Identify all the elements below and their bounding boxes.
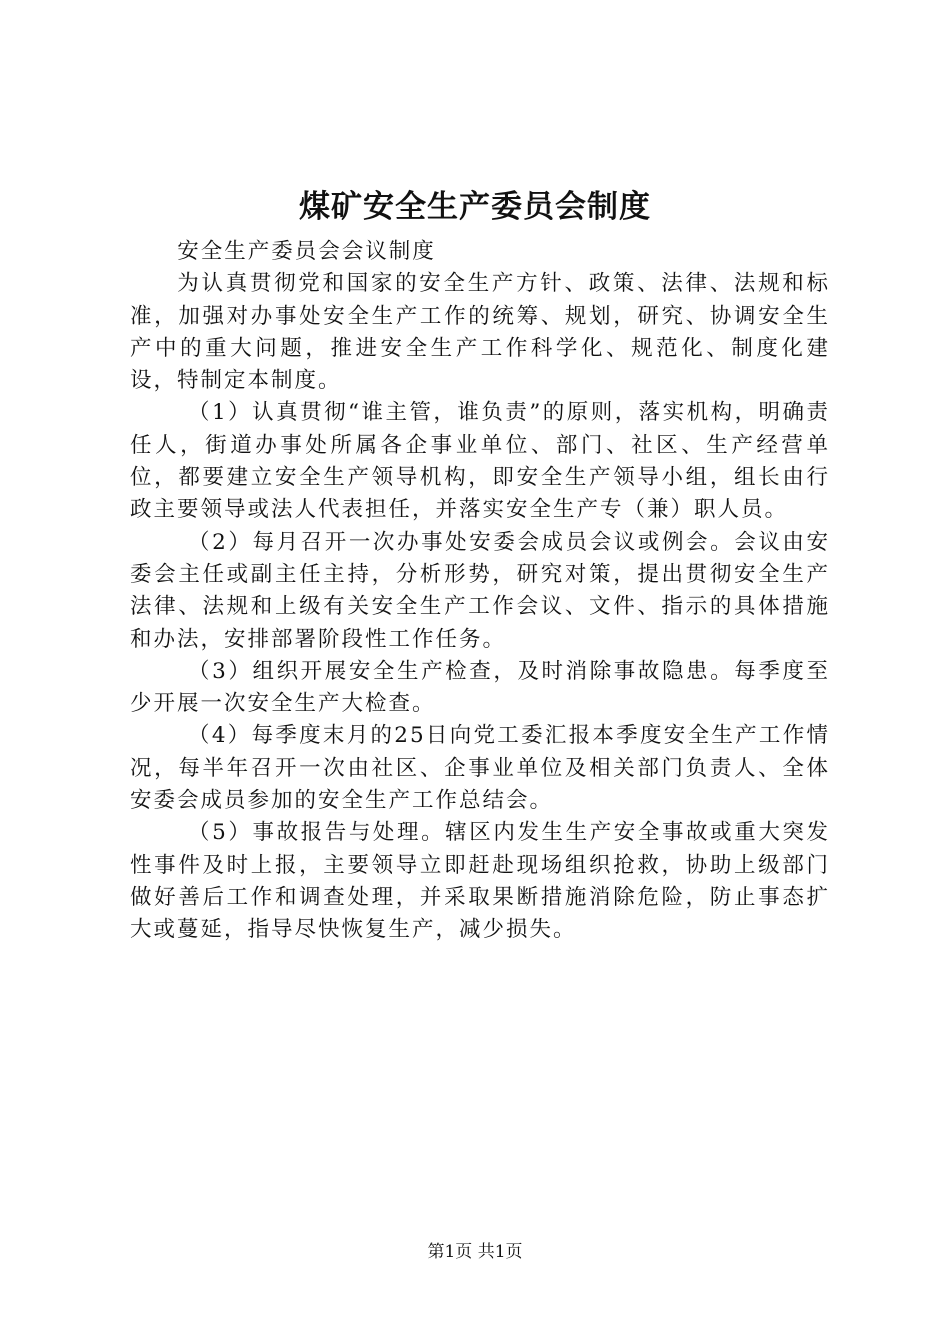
paragraph-item-1: （1）认真贯彻“谁主管，谁负责”的原则，落实机构，明确责任人，街道办事处所属各企事业单位、部门、社区、生产经营单位，都要建立安全生产领导机构，即安全生产领导小组，组长由行政主要领导或法人代表担任，并落实安全生产专（兼）职人员。 xyxy=(130,400,830,523)
paragraph-item-4: （4）每季度末月的25日向党工委汇报本季度安全生产工作情况，每半年召开一次由社区、企事业单位及相关部门负责人、全体安委会成员参加的安全生产工作总结会。 xyxy=(130,723,830,814)
paragraph-intro: 为认真贯彻党和国家的安全生产方针、政策、法律、法规和标准，加强对办事处安全生产工作的统筹、规划，研究、协调安全生产中的重大问题，推进安全生产工作科学化、规范化、制度化建设，特制定本制度。 xyxy=(130,271,830,394)
document-body xyxy=(130,236,830,947)
section-heading: 安全生产委员会会议制度 xyxy=(177,239,436,264)
paragraph-item-3: （3）组织开展安全生产检查，及时消除事故隐患。每季度至少开展一次安全生产大检查。 xyxy=(130,658,830,717)
paragraph-item-5: （5）事故报告与处理。辖区内发生生产安全事故或重大突发性事件及时上报，主要领导立即赶赴现场组织抢救，协助上级部门做好善后工作和调查处理，并采取果断措施消除危险，防止事态扩大或蔓延，指导尽快恢复生产，减少损失。 xyxy=(130,820,830,943)
page-footer: 第1页 共1页 xyxy=(427,1242,523,1262)
paragraph-item-2: （2）每月召开一次办事处安委会成员会议或例会。会议由安委会主任或副主任主持，分析形势，研究对策，提出贯彻安全生产法律、法规和上级有关安全生产工作会议、文件、指示的具体措施和办法，安排部署阶段性工作任务。 xyxy=(130,529,830,652)
document-title: 煤矿安全生产委员会制度 xyxy=(299,189,651,225)
